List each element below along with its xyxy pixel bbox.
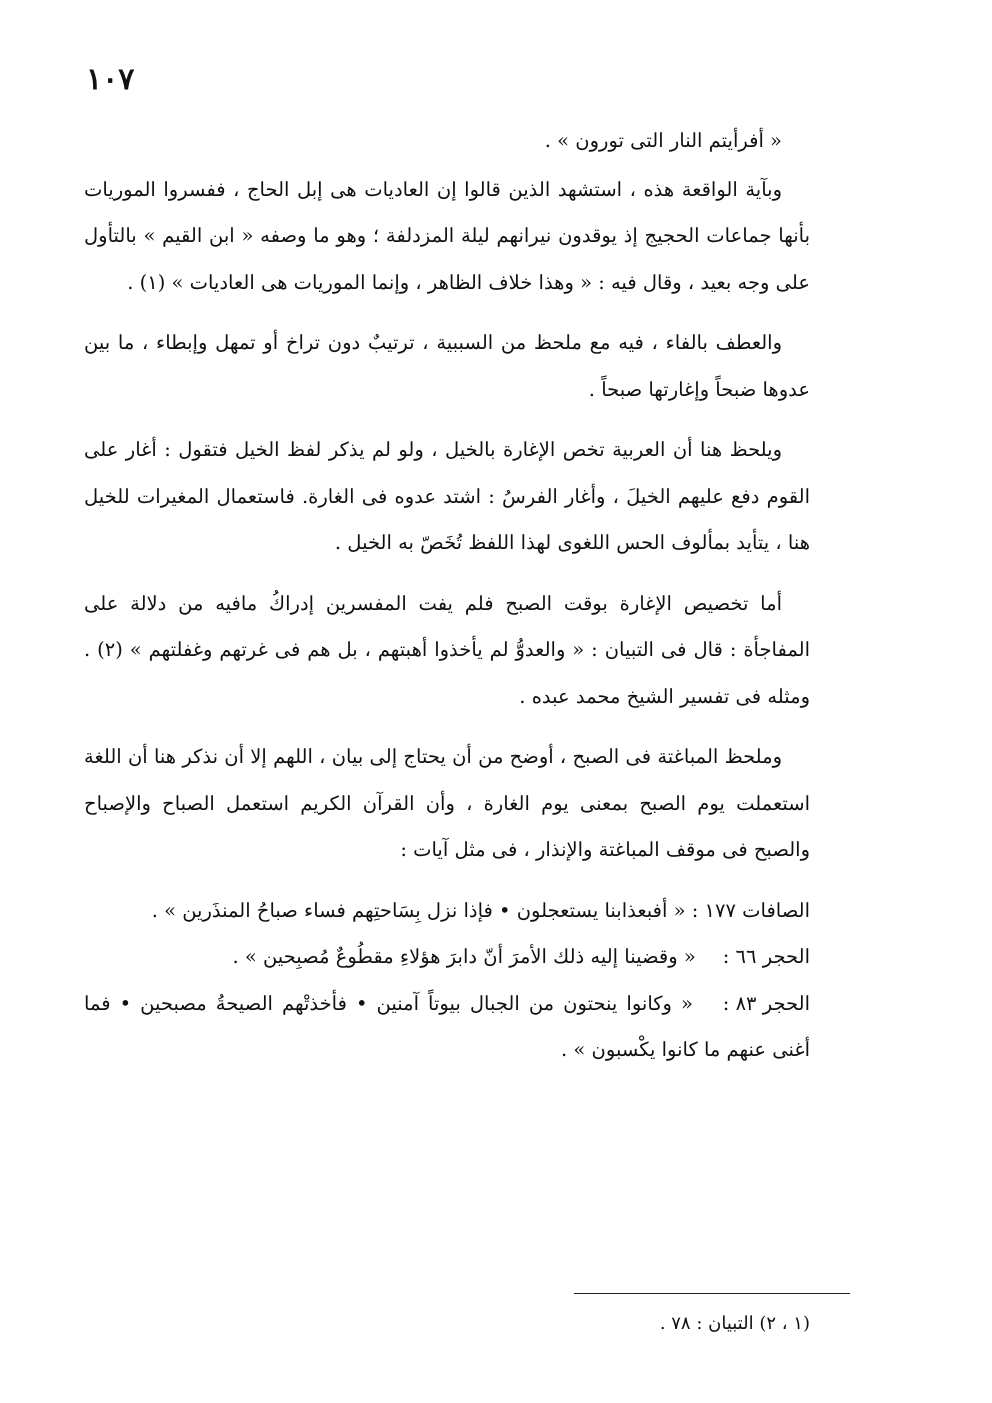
verse-item — [84, 981, 810, 1074]
verse-item — [84, 888, 810, 935]
paragraph-takhsis: أما تخصيص الإغارة بوقت الصبح فلم يفت المفسرين إدراكُ مافيه من دلالة على المفاجأة : قال فى التبيان : « والعدوُّ لم يأخذوا أهبتهم ، بل هم فى غرتهم وغفلتهم » (٢) . ومثله فى تفسير الشيخ محمد عبده . — [84, 591, 810, 708]
footnote: (١ ، ٢) التبيان : ٧٨ . — [659, 1313, 810, 1334]
footnote-divider — [574, 1293, 850, 1294]
paragraph-mubaghata: وملحظ المباغتة فى الصبح ، أوضح من أن يحتاج إلى بيان ، اللهم إلا أن نذكر هنا أن اللغة استعملت يوم الصبح بمعنى يوم الغارة ، وأن القرآن الكريم استعمل الصباح والإصباح والصبح فى موقف المباغتة والإنذار ، فى مثل آيات : — [84, 745, 810, 861]
main-text — [84, 118, 810, 1074]
verse-text: « أفبعذابنا يستعجلون • فإذا نزل بِسَاحتِهم فساء صباحُ المنذَرين » . — [151, 898, 686, 922]
paragraph-khayl: ويلحظ هنا أن العربية تخص الإغارة بالخيل ، ولو لم يذكر لفظ الخيل فتقول : أغار على القوم دفع عليهم الخيلَ ، وأغار الفرسُ : اشتد عدوه فى الغارة. فاستعمال المغيرات للخيل هنا ، يتأيد بمألوف الحس اللغوى لهذا اللفظ تُخَصّ به الخيل . — [84, 438, 810, 554]
verse-reference: الصافات ١٧٧ : — [691, 898, 810, 922]
verse-item — [84, 934, 810, 981]
paragraph-waqia: وبآية الواقعة هذه ، استشهد الذين قالوا إن العاديات هى إبل الحاج ، ففسروا الموريات بأنها جماعات الحجيج إذ يوقدون نيرانهم ليلة المزدلفة ؛ وهو ما وصفه « ابن القيم » بالتأول على وجه بعيد ، وقال فيه : « وهذا خلاف الظاهر ، وإنما الموريات هى العاديات » (١) . — [84, 177, 810, 294]
paragraph-quote: « أفرأيتم النار التى تورون » . — [544, 129, 782, 152]
verse-text: « وقضينا إليه ذلك الأمرَ أنّ دابرَ هؤلاءِ مقطُوعٌ مُصبِحين » . — [232, 945, 696, 968]
verse-text: « وكانوا ينحتون من الجبال بيوتاً آمنين • فأخذتْهم الصيحةُ مصبحين • فما أغنى عنهم ما كانوا يكْسبون » . — [84, 991, 810, 1061]
verse-reference: الحجر ٨٣ : — [722, 991, 811, 1015]
verse-reference: الحجر ٦٦ : — [722, 945, 810, 968]
paragraph-atf: والعطف بالفاء ، فيه مع ملحظ من السببية ، ترتيبٌ دون تراخ أو تمهل وإبطاء ، ما بين عدوها ضبحاً وإغارتها صبحاً . — [84, 331, 810, 401]
page-number: ١٠٧ — [86, 62, 135, 97]
